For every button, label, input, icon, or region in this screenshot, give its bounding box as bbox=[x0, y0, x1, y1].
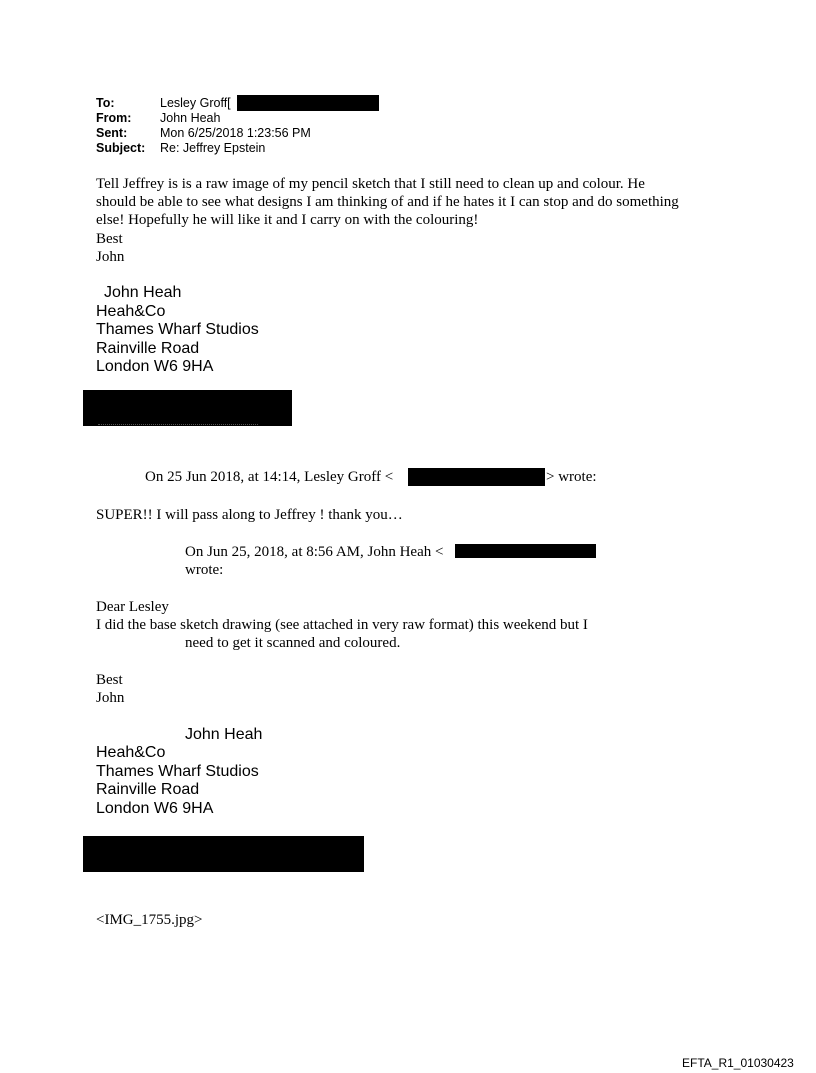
body-line-3: else! Hopefully he will like it and I carry on with the colouring! bbox=[96, 212, 479, 228]
redaction-to-email bbox=[237, 95, 379, 111]
quote2-name: John bbox=[96, 690, 125, 706]
body-line-1: Tell Jeffrey is is a raw image of my pencil sketch that I still need to clean up and colour. He bbox=[96, 176, 645, 192]
quote2-greeting: Dear Lesley bbox=[96, 599, 169, 615]
body-line-2: should be able to see what designs I am thinking of and if he hates it I can stop and do something bbox=[96, 194, 679, 210]
body-line-best: Best bbox=[96, 231, 123, 247]
attachment-filename: <IMG_1755.jpg> bbox=[96, 912, 203, 928]
quote2-best: Best bbox=[96, 672, 123, 688]
document-id: EFTA_R1_01030423 bbox=[682, 1056, 794, 1070]
signature2-name: John Heah bbox=[185, 726, 263, 743]
signature1-company: Heah&Co bbox=[96, 303, 166, 320]
subject-row bbox=[96, 141, 496, 156]
signature2-city: London W6 9HA bbox=[96, 800, 214, 817]
quote1-text: SUPER!! I will pass along to Jeffrey ! thank you… bbox=[96, 507, 403, 523]
subject-value: Re: Jeffrey Epstein bbox=[160, 141, 266, 155]
quote1-wrote: > wrote: bbox=[546, 469, 597, 485]
sent-value: Mon 6/25/2018 1:23:56 PM bbox=[160, 126, 311, 140]
redaction-overflow bbox=[98, 424, 258, 427]
redaction-signature2-phone bbox=[83, 836, 364, 872]
signature1-studio: Thames Wharf Studios bbox=[96, 321, 259, 338]
body-line-name: John bbox=[96, 249, 125, 265]
from-label: From: bbox=[96, 111, 132, 125]
redaction-quote2-email bbox=[455, 544, 596, 558]
quote1-intro: On 25 Jun 2018, at 14:14, Lesley Groff < bbox=[145, 469, 394, 485]
signature1-name: John Heah bbox=[104, 284, 182, 301]
signature2-company: Heah&Co bbox=[96, 744, 166, 761]
to-label: To: bbox=[96, 96, 115, 110]
signature1-city: London W6 9HA bbox=[96, 358, 214, 375]
quote2-line-1: I did the base sketch drawing (see attached in very raw format) this weekend but I bbox=[96, 617, 588, 633]
redaction-signature1-phone bbox=[83, 390, 292, 426]
from-row bbox=[96, 111, 496, 126]
quote2-wrote: wrote: bbox=[185, 562, 224, 578]
quote2-intro: On Jun 25, 2018, at 8:56 AM, John Heah < bbox=[185, 544, 444, 560]
subject-label: Subject: bbox=[96, 141, 146, 155]
signature1-road: Rainville Road bbox=[96, 340, 200, 357]
to-value: Lesley Groff[ bbox=[160, 96, 231, 110]
signature2-road: Rainville Road bbox=[96, 781, 200, 798]
signature2-studio: Thames Wharf Studios bbox=[96, 763, 259, 780]
sent-label: Sent: bbox=[96, 126, 128, 140]
sent-row bbox=[96, 126, 496, 141]
redaction-quote1-email bbox=[408, 468, 545, 486]
quote2-line-2: need to get it scanned and coloured. bbox=[185, 635, 401, 651]
from-value: John Heah bbox=[160, 111, 221, 125]
